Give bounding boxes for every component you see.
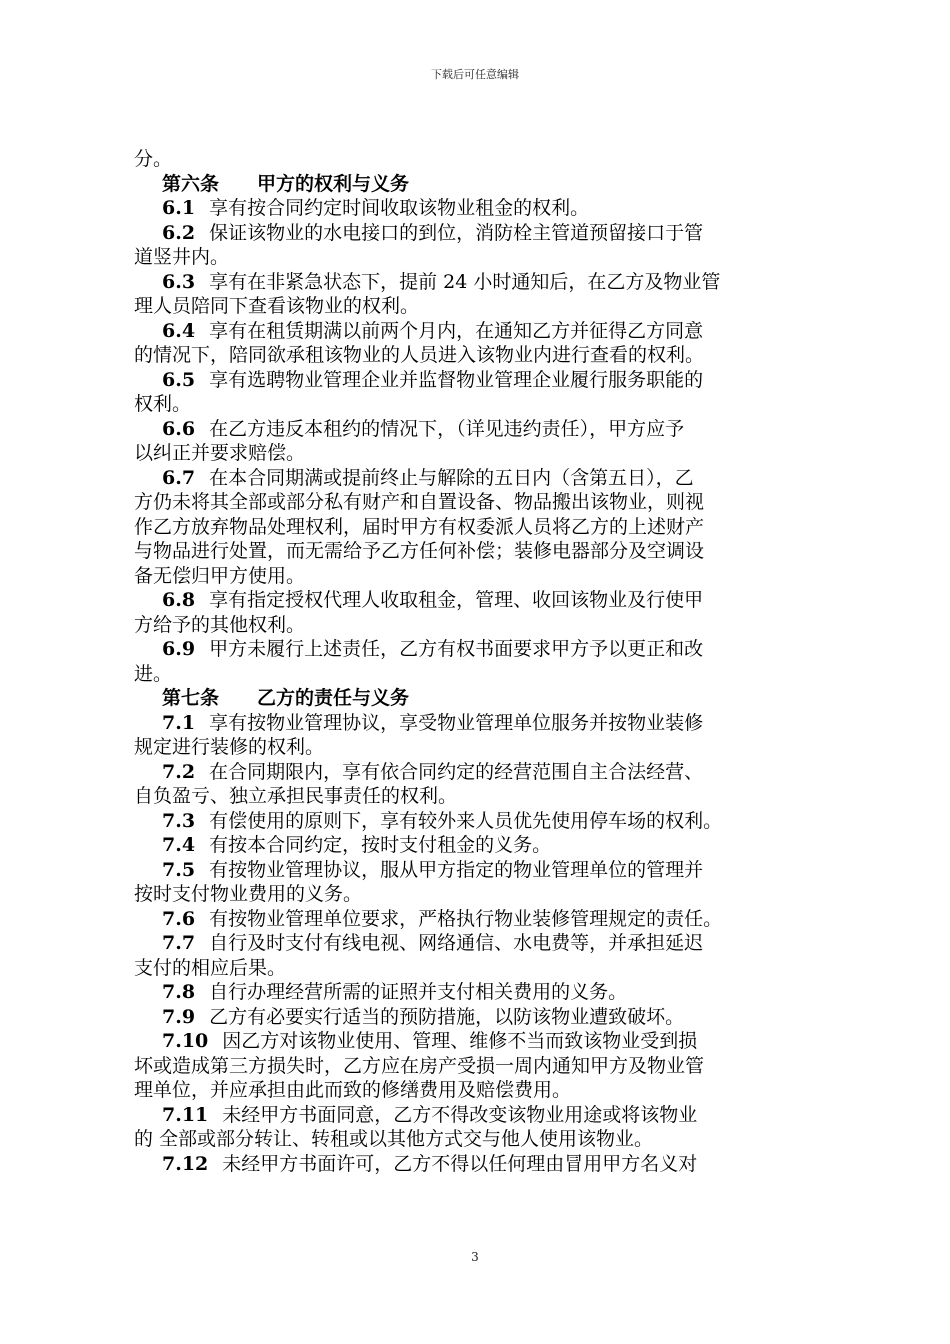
continuation-line: 支付的相应后果。 [134,956,287,979]
clause-text: 享有选聘物业管理企业并监督物业管理企业履行服务职能的 [209,368,704,391]
article-title: 乙方的责任与义务 [257,687,410,709]
continuation-line: 权利。 [134,393,192,415]
clause-number: 7.10 [162,1030,209,1052]
continuation-line: 按时支付物业费用的义务。 [134,883,363,905]
article-title: 甲方的权利与义务 [257,172,410,195]
clause-text: 有按物业管理单位要求，严格执行物业装修管理规定的责任。 [209,907,723,930]
clause-text: 保证该物业的水电接口的到位，消防栓主管道预留接口于管 [209,221,704,244]
clause-text: 未经甲方书面同意，乙方不得改变该物业用途或将该物业 [222,1103,698,1126]
continuation-line: 的情况下，陪同欲承租该物业的人员进入该物业内进行查看的权利。 [134,344,705,366]
clause-number: 7.7 [162,932,196,954]
continuation-line: 与物品进行处置，而无需给予乙方任何补偿；装修电器部分及空调设 [134,540,705,562]
continuation-line: 理人员陪同下查看该物业的权利。 [134,295,420,317]
continuation-line: 道竖井内。 [134,246,230,268]
clause-text: 未经甲方书面许可，乙方不得以任何理由冒用甲方名义对 [222,1152,698,1175]
clause-text: 有按物业管理协议，服从甲方指定的物业管理单位的管理并 [209,858,704,881]
article-number: 第七条 [162,687,220,709]
clause-number: 6.7 [162,466,196,489]
continuation-line: 理单位，并应承担由此而致的修缮费用及赔偿费用。 [134,1079,572,1101]
continuation-line: 方仍未将其全部或部分私有财产和自置设备、物品搬出该物业，则视 [134,491,705,513]
clause-number: 6.2 [162,221,196,244]
clause-text: 享有在非紧急状态下，提前 24 小时通知后，在乙方及物业管 [209,270,721,293]
clause-item [162,588,812,613]
clause-text: 因乙方对该物业使用、管理、维修不当而致该物业受到损 [222,1030,698,1052]
clause-item [162,809,812,834]
continuation-line: 方给予的其他权利。 [134,613,306,636]
clause-number: 6.3 [162,270,196,293]
clause-item [162,221,812,246]
clause-text: 有偿使用的原则下，享有较外来人员优先使用停车场的权利。 [209,809,723,832]
clause-item [162,833,812,858]
page-number: 3 [471,1250,479,1264]
continuation-line: 自负盈亏、独立承担民事责任的权利。 [134,785,458,807]
clause-item [162,711,812,736]
clause-item [162,196,812,221]
article-heading [162,686,812,711]
continuation-line: 作乙方放弃物品处理权利，届时甲方有权委派人员将乙方的上述财产 [134,515,705,538]
page-header-note: 下载后可任意编辑 [431,68,519,81]
clause-number: 6.9 [162,638,196,660]
clause-number: 6.5 [162,368,196,391]
clause-text: 享有按物业管理协议，享受物业管理单位服务并按物业装修 [209,711,704,734]
clause-item [162,1152,812,1177]
clause-number: 7.2 [162,760,196,783]
clause-number: 6.4 [162,319,196,342]
clause-item [162,858,812,883]
clause-number: 6.6 [162,417,196,440]
clause-item [162,980,812,1005]
continuation-line: 进。 [134,662,173,685]
clause-item [162,1029,812,1054]
clause-item [162,931,812,956]
continuation-line: 以纠正并要求赔偿。 [134,442,306,464]
clause-item [162,319,812,344]
continuation-line: 的 全部或部分转让、转租或以其他方式交与他人使用该物业。 [134,1128,654,1150]
continuation-line: 备无偿归甲方使用。 [134,564,306,587]
clause-item [162,1005,812,1030]
clause-item [162,368,812,393]
article-heading [162,172,812,197]
clause-text: 享有按合同约定时间收取该物业租金的权利。 [209,197,590,219]
continuation-line: 分。 [134,148,173,170]
article-number: 第六条 [162,172,220,195]
clause-number: 7.3 [162,809,196,832]
clause-number: 7.11 [162,1103,209,1126]
clause-text: 有按本合同约定，按时支付租金的义务。 [209,834,552,856]
clause-number: 7.12 [162,1152,209,1175]
clause-item [162,637,812,662]
clause-number: 7.9 [162,1005,196,1028]
clause-number: 7.8 [162,981,196,1003]
clause-text: 在本合同期满或提前终止与解除的五日内（含第五日），乙 [209,466,694,489]
clause-text: 自行及时支付有线电视、网络通信、水电费等，并承担延迟 [209,932,704,954]
clause-number: 7.6 [162,907,196,930]
clause-text: 在合同期限内，享有依合同约定的经营范围自主合法经营、 [209,760,704,783]
clause-text: 自行办理经营所需的证照并支付相关费用的义务。 [209,981,628,1003]
clause-number: 6.8 [162,589,196,611]
clause-item [162,1103,812,1128]
continuation-line: 坏或造成第三方损失时，乙方应在房产受损一周内通知甲方及物业管 [134,1054,705,1077]
clause-item [162,760,812,785]
clause-text: 甲方未履行上述责任，乙方有权书面要求甲方予以更正和改 [209,638,704,660]
clause-number: 7.4 [162,834,196,856]
clause-item [162,417,812,442]
clause-item [162,270,812,295]
clause-text: 乙方有必要实行适当的预防措施，以防该物业遭致破坏。 [209,1005,685,1028]
document-body [134,147,812,1176]
clause-text: 享有在租赁期满以前两个月内，在通知乙方并征得乙方同意 [209,319,704,342]
clause-number: 6.1 [162,197,196,219]
clause-item [162,466,812,491]
clause-text: 在乙方违反本租约的情况下，（详见违约责任），甲方应予 [209,417,685,440]
continuation-line: 规定进行装修的权利。 [134,736,325,758]
clause-number: 7.1 [162,711,196,734]
clause-item [162,907,812,932]
clause-text: 享有指定授权代理人收取租金，管理、收回该物业及行使甲 [209,589,704,611]
clause-number: 7.5 [162,858,196,881]
